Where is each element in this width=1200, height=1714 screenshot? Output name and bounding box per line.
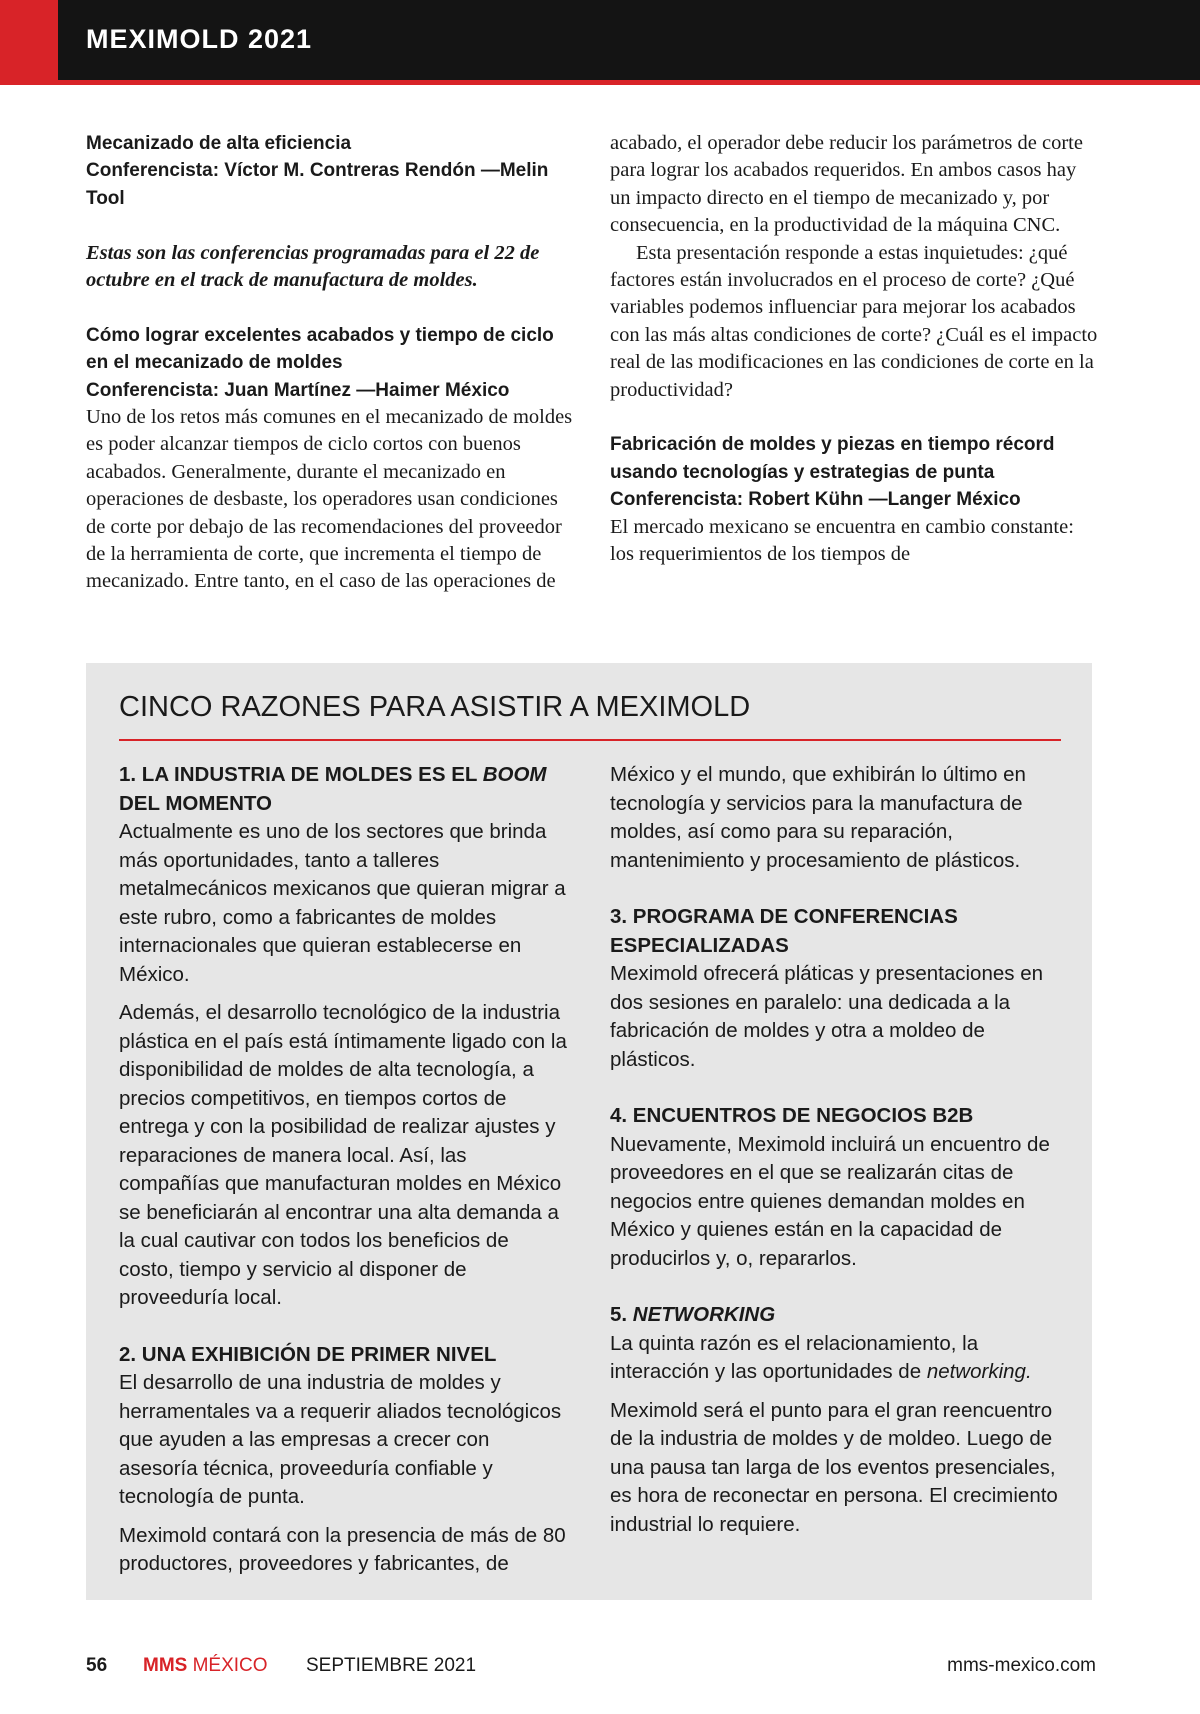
reason-paragraph-continued: México y el mundo, que exhibirán lo último en tecnología y servicios para la manufactura de moldes, así como para su reparación, mantenimiento y procesamiento de plásticos. <box>610 763 1026 872</box>
sidebar-box <box>86 663 1092 1600</box>
reason-heading: 4. ENCUENTROS DE NEGOCIOS B2B <box>610 1104 974 1127</box>
body-paragraph: acabado, el operador debe reducir los parámetros de corte para lograr los acabados requeridos. En ambos casos hay un impacto directo en el tiempo de mecanizado y, por consecuencia, en la productividad de la máquina CNC. <box>610 132 1083 237</box>
section-title: MEXIMOLD 2021 <box>86 24 313 54</box>
header-underline <box>0 80 1200 85</box>
reason-paragraph: Actualmente es uno de los sectores que brinda más oportunidades, tanto a talleres metalmecánicos mexicanos que quieran migrar a este rubro, como a fabricantes de moldes internacionales que quieran establecerse en México. <box>119 820 566 986</box>
conference-title: Fabricación de moldes y piezas en tiempo récord usando tecnologías y estrategias de punta <box>610 434 1055 483</box>
conference-title: Mecanizado de alta eficiencia <box>86 133 352 154</box>
website-link[interactable]: mms-mexico.com <box>947 1655 1096 1676</box>
reason-paragraph: Nuevamente, Meximold incluirá un encuentro de proveedores en el que se realizarán citas de negocios entre quienes demandan moldes en México y quienes están en la capacidad de producirlos y, o, repararlos. <box>610 1132 1050 1270</box>
body-paragraph: Uno de los retos más comunes en el mecanizado de moldes es poder alcanzar tiempos de ciclo cortos con buenos acabados. Generalmente, durante el mecanizado en operaciones de desbaste, los operadores usan condiciones de corte por debajo de las recomendaciones del proveedor de la herramienta de corte, que incrementa el tiempo de mecanizado. Entre tanto, en el caso de las operaciones de <box>86 406 573 593</box>
box-column-left <box>119 761 569 1579</box>
intro-text: Estas son las conferencias programadas para el 22 de octubre en el track de manufactura de moldes. <box>86 241 540 292</box>
magazine-brand: MMS MÉXICO <box>143 1655 268 1676</box>
reason-paragraph: Meximold será el punto para el gran reencuentro de la industria de moldes y de moldeo. Luego de una pausa tan larga de los eventos presenciales, es hora de reconectar en persona. El crecimiento industrial lo requiere. <box>610 1398 1058 1536</box>
article-column-right <box>610 130 1100 568</box>
conference-speaker: Conferencista: Juan Martínez —Haimer México <box>86 379 510 401</box>
reason-heading: 1. LA INDUSTRIA DE MOLDES ES EL BOOM DEL MOMENTO <box>119 763 547 815</box>
page-number: 56 <box>86 1655 108 1676</box>
body-paragraph: El mercado mexicano se encuentra en cambio constante: los requerimientos de los tiempos de <box>610 515 1074 566</box>
reason-paragraph: Además, el desarrollo tecnológico de la industria plástica en el país está íntimamente ligado con la disponibilidad de moldes de alta tecnología, a precios competitivos, en tiempos cortos de entrega y con la posibilidad de realizar ajustes y reparaciones de manera local. Así, las compañías que manufacturan moldes en México se beneficiarán al encontrar una alta demanda a la cual cautivar con todos los beneficios de costo, tiempo y servicio al disponer de proveeduría local. <box>119 1001 567 1309</box>
reason-paragraph: La quinta razón es el relacionamiento, la interacción y las oportunidades de networking. <box>610 1331 1032 1383</box>
conference-speaker: Conferencista: Robert Kühn —Langer México <box>610 489 1021 511</box>
conference-speaker: Conferencista: Víctor M. Contreras Rendón —Melin Tool <box>86 160 549 209</box>
article-column-left <box>86 130 576 596</box>
body-paragraph: Esta presentación responde a estas inquietudes: ¿qué factores están involucrados en el proceso de corte? ¿Qué variables podemos influenciar para mejorar los acabados con las más altas condiciones de corte? ¿Cuál es el impacto real de las modificaciones en las condiciones de corte en la productividad? <box>610 241 1098 401</box>
reason-heading: 5. NETWORKING <box>610 1303 776 1326</box>
page-footer <box>86 1652 1096 1680</box>
box-title: CINCO RAZONES PARA ASISTIR A MEXIMOLD <box>119 691 751 723</box>
reason-paragraph: El desarrollo de una industria de moldes y herramentales va a requerir aliados tecnológicos que ayuden a las empresas a crecer con asesoría técnica, proveeduría confiable y tecnología de punta. <box>119 1371 562 1508</box>
box-column-right <box>610 761 1060 1539</box>
box-divider <box>119 739 1061 741</box>
reason-paragraph: Meximold ofrecerá pláticas y presentaciones en dos sesiones en paralelo: una dedicada a la fabricación de moldes y otra a moldeo de plásticos. <box>610 962 1043 1071</box>
conference-title: Cómo lograr excelentes acabados y tiempo de ciclo en el mecanizado de moldes <box>86 324 554 374</box>
reason-heading: 3. PROGRAMA DE CONFERENCIAS ESPECIALIZADAS <box>610 905 958 957</box>
issue-date: SEPTIEMBRE 2021 <box>306 1655 477 1676</box>
reason-paragraph: Meximold contará con la presencia de más de 80 productores, proveedores y fabricantes, de <box>119 1523 566 1575</box>
header-accent-block <box>0 0 58 80</box>
reason-heading: 2. UNA EXHIBICIÓN DE PRIMER NIVEL <box>119 1342 497 1366</box>
